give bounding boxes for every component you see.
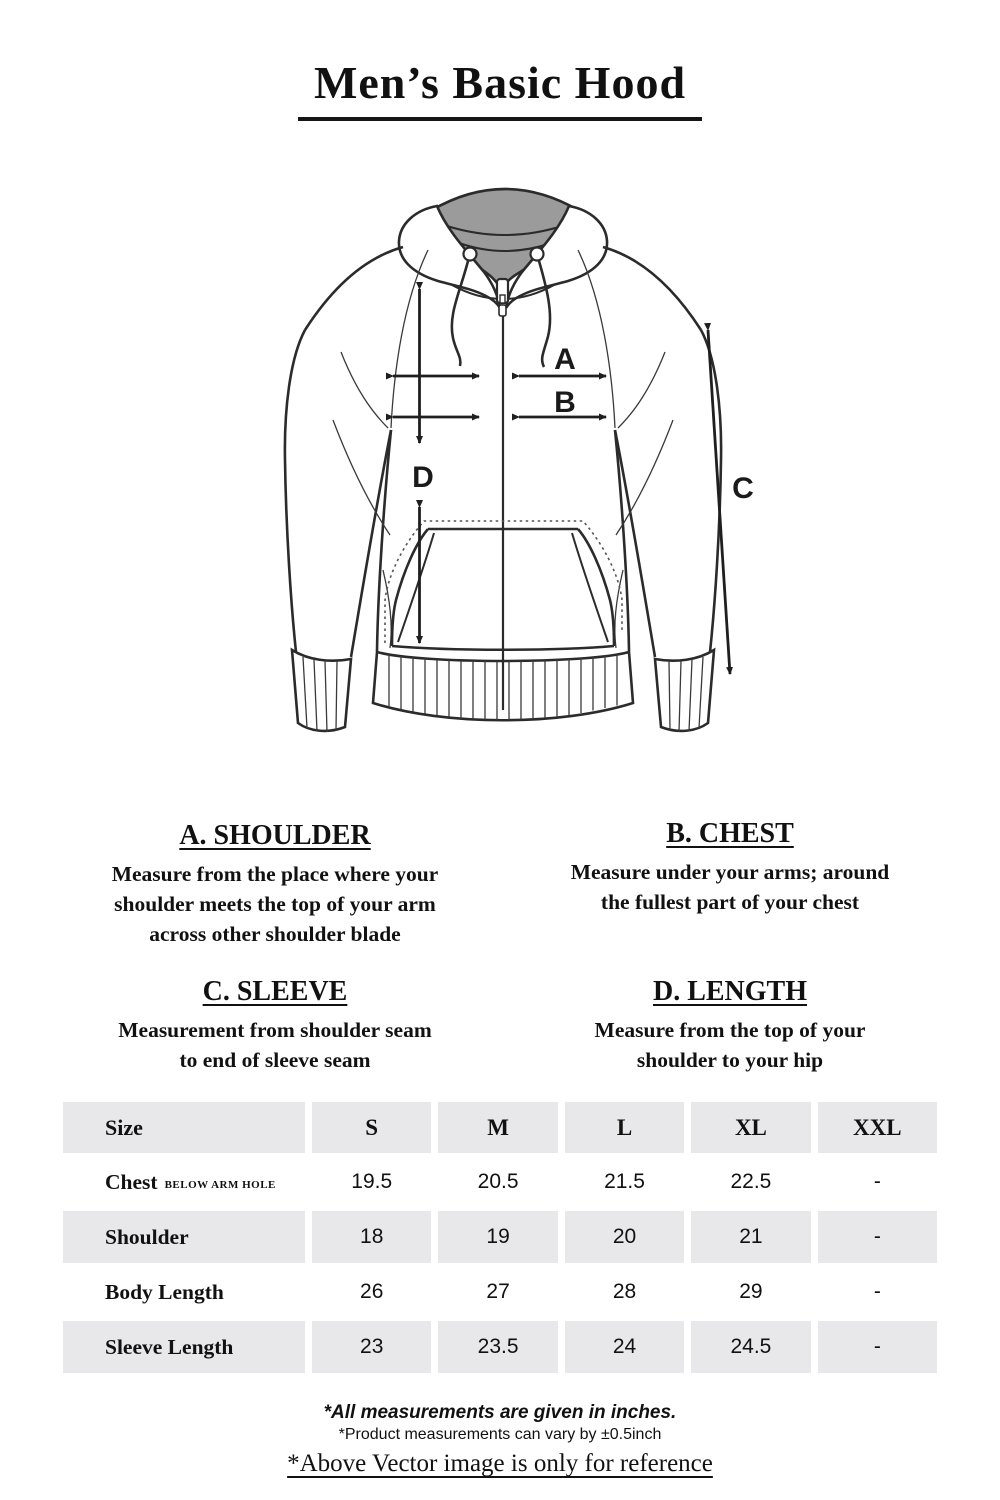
cell-value: 18 — [312, 1211, 431, 1263]
left-cuff — [292, 650, 351, 731]
cell-value: - — [818, 1211, 937, 1263]
size-table — [63, 1102, 937, 1376]
column-header-s: S — [312, 1102, 431, 1153]
section-length — [512, 976, 948, 1075]
column-header-m: M — [438, 1102, 557, 1153]
label-B: B — [554, 386, 576, 419]
table-row-shoulder — [63, 1211, 937, 1263]
right-eyelet — [531, 248, 544, 261]
section-chest — [512, 818, 948, 917]
cell-value: 19 — [438, 1211, 557, 1263]
section-shoulder-heading: A. SHOULDER — [179, 820, 371, 851]
row-sublabel: BELOW ARM HOLE — [164, 1179, 276, 1191]
cell-value: 26 — [312, 1266, 431, 1318]
size-table-header-row — [63, 1102, 937, 1153]
cell-value: - — [818, 1266, 937, 1318]
cell-value: 20 — [565, 1211, 684, 1263]
section-chest-desc: Measure under your arms; around the fullest part of your chest — [570, 860, 890, 914]
section-chest-heading: B. CHEST — [666, 818, 794, 849]
section-sleeve-heading: C. SLEEVE — [202, 976, 348, 1007]
footnote-reference: *Above Vector image is only for reference — [287, 1450, 713, 1477]
label-A: A — [554, 343, 576, 376]
row-label: Shoulder — [63, 1211, 305, 1263]
footnote-variance: *Product measurements can vary by ±0.5inch — [338, 1426, 662, 1443]
left-eyelet — [464, 248, 477, 261]
column-header-xxl: XXL — [818, 1102, 937, 1153]
cell-value: 19.5 — [312, 1156, 431, 1208]
cell-value: 27 — [438, 1266, 557, 1318]
cell-value: 23 — [312, 1321, 431, 1373]
section-sleeve — [55, 976, 495, 1075]
right-cuff — [655, 650, 714, 731]
diagram-labels — [412, 343, 754, 505]
table-row-chest — [63, 1156, 937, 1208]
cell-value: 24.5 — [691, 1321, 810, 1373]
section-length-desc: Measure from the top of your shoulder to your hip — [594, 1018, 866, 1072]
sleeve-arrow — [708, 330, 730, 674]
column-header-size: Size — [63, 1102, 305, 1153]
right-shoulder-seam — [603, 247, 701, 330]
section-sleeve-desc: Measurement from shoulder seam to end of sleeve seam — [118, 1018, 432, 1072]
right-sleeve-inner — [615, 430, 655, 657]
row-label: Chest BELOW ARM HOLE — [63, 1156, 305, 1208]
cell-value: 20.5 — [438, 1156, 557, 1208]
label-D: D — [412, 461, 434, 494]
left-sleeve-outer — [285, 330, 305, 652]
cell-value: 22.5 — [691, 1156, 810, 1208]
column-header-l: L — [565, 1102, 684, 1153]
cell-value: - — [818, 1321, 937, 1373]
cell-value: 29 — [691, 1266, 810, 1318]
section-shoulder-desc: Measure from the place where your shoulder meets the top of your arm across other shoulder blade — [111, 862, 439, 946]
footnote-inches: *All measurements are given in inches. — [323, 1402, 677, 1423]
section-shoulder — [55, 820, 495, 949]
cell-value: 28 — [565, 1266, 684, 1318]
cell-value: 21 — [691, 1211, 810, 1263]
cell-value: 23.5 — [438, 1321, 557, 1373]
page-title: Men’s Basic Hood — [298, 58, 702, 121]
column-header-xl: XL — [691, 1102, 810, 1153]
table-row-sleeve-length — [63, 1321, 937, 1373]
label-C: C — [732, 472, 754, 505]
cell-value: 24 — [565, 1321, 684, 1373]
left-shoulder-seam — [305, 247, 403, 330]
zipper — [497, 279, 508, 710]
cell-value: 21.5 — [565, 1156, 684, 1208]
cell-value: - — [818, 1156, 937, 1208]
table-row-body-length — [63, 1266, 937, 1318]
section-length-heading: D. LENGTH — [652, 976, 808, 1007]
row-label: Body Length — [63, 1266, 305, 1318]
row-label: Sleeve Length — [63, 1321, 305, 1373]
